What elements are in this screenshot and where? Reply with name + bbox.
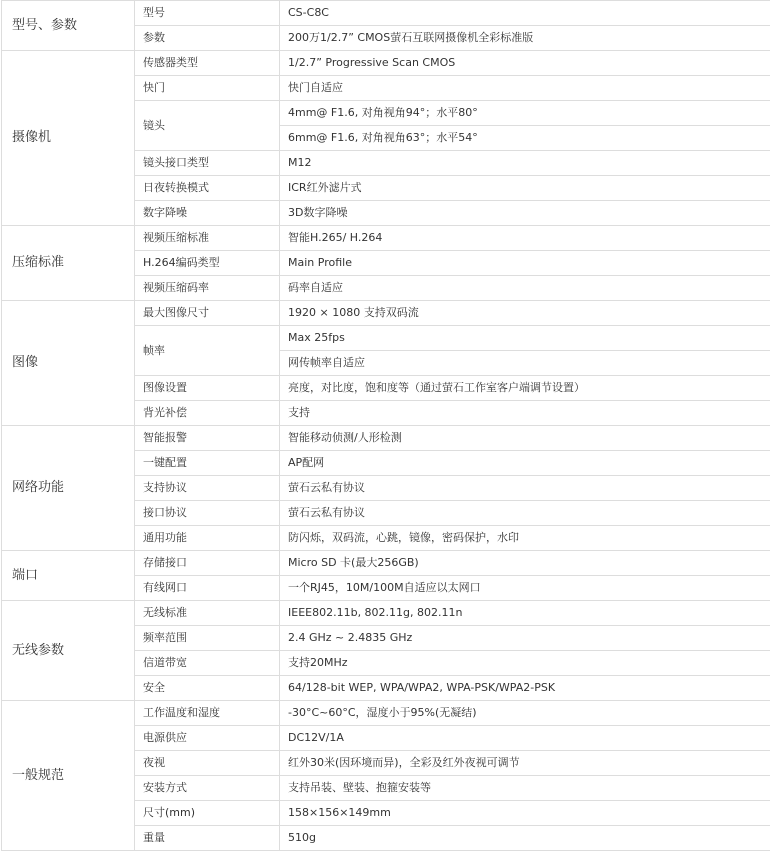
category-cell: 端口: [2, 551, 135, 601]
spec-label-cell: 快门: [135, 76, 280, 101]
spec-value-cell: 支持吊装、壁装、抱箍安装等: [280, 776, 770, 801]
spec-label-cell: 支持协议: [135, 476, 280, 501]
spec-value-cell: 3D数字降噪: [280, 201, 770, 226]
spec-value-cell: ICR红外滤片式: [280, 176, 770, 201]
spec-label-cell: 频率范围: [135, 626, 280, 651]
spec-value-cell: 网传帧率自适应: [280, 351, 770, 376]
spec-value-cell: 64/128-bit WEP, WPA/WPA2, WPA-PSK/WPA2-PSK: [280, 676, 770, 701]
category-cell: 网络功能: [2, 426, 135, 551]
spec-label-cell: 安全: [135, 676, 280, 701]
spec-label-cell: 无线标准: [135, 601, 280, 626]
category-cell: 图像: [2, 301, 135, 426]
spec-value-cell: 510g: [280, 826, 770, 851]
table-row: [2, 551, 770, 576]
spec-label-cell: 通用功能: [135, 526, 280, 551]
spec-label-cell: 工作温度和湿度: [135, 701, 280, 726]
category-cell: 无线参数: [2, 601, 135, 701]
spec-value-cell: -30°C~60°C，湿度小于95%(无凝结): [280, 701, 770, 726]
spec-value-cell: 防闪烁，双码流，心跳，镜像，密码保护，水印: [280, 526, 770, 551]
spec-label-cell: 安装方式: [135, 776, 280, 801]
spec-label-cell: 信道带宽: [135, 651, 280, 676]
spec-value-cell: 码率自适应: [280, 276, 770, 301]
spec-label-cell: 智能报警: [135, 426, 280, 451]
spec-label-cell: H.264编码类型: [135, 251, 280, 276]
spec-value-cell: Micro SD 卡(最大256GB): [280, 551, 770, 576]
spec-value-cell: 200万1/2.7” CMOS萤石互联网摄像机全彩标准版: [280, 26, 770, 51]
table-row: [2, 301, 770, 326]
spec-label-cell: 一键配置: [135, 451, 280, 476]
spec-value-cell: 158×156×149mm: [280, 801, 770, 826]
spec-label-cell: 有线网口: [135, 576, 280, 601]
spec-value-cell: DC12V/1A: [280, 726, 770, 751]
spec-label-cell: 视频压缩码率: [135, 276, 280, 301]
spec-label-cell: 背光补偿: [135, 401, 280, 426]
spec-value-cell: 6mm@ F1.6, 对角视角63°；水平54°: [280, 126, 770, 151]
spec-label-cell: 最大图像尺寸: [135, 301, 280, 326]
spec-value-cell: M12: [280, 151, 770, 176]
spec-value-cell: 2.4 GHz ~ 2.4835 GHz: [280, 626, 770, 651]
spec-label-cell: 图像设置: [135, 376, 280, 401]
category-cell: 压缩标准: [2, 226, 135, 301]
category-cell: 型号、参数: [2, 1, 135, 51]
spec-label-cell: 日夜转换模式: [135, 176, 280, 201]
table-row: [2, 426, 770, 451]
spec-label-cell: 镜头: [135, 101, 280, 151]
spec-value-cell: 1920 × 1080 支持双码流: [280, 301, 770, 326]
spec-label-cell: 存储接口: [135, 551, 280, 576]
spec-label-cell: 重量: [135, 826, 280, 851]
spec-table: [1, 0, 770, 851]
spec-label-cell: 传感器类型: [135, 51, 280, 76]
spec-value-cell: 萤石云私有协议: [280, 476, 770, 501]
spec-value-cell: 4mm@ F1.6, 对角视角94°；水平80°: [280, 101, 770, 126]
spec-label-cell: 尺寸(mm): [135, 801, 280, 826]
table-row: [2, 701, 770, 726]
spec-value-cell: 支持20MHz: [280, 651, 770, 676]
category-cell: 一般规范: [2, 701, 135, 851]
spec-label-cell: 视频压缩标准: [135, 226, 280, 251]
spec-label-cell: 镜头接口类型: [135, 151, 280, 176]
spec-value-cell: 红外30米(因环境而异)，全彩及红外夜视可调节: [280, 751, 770, 776]
spec-value-cell: 一个RJ45，10M/100M自适应以太网口: [280, 576, 770, 601]
table-row: [2, 226, 770, 251]
spec-value-cell: Main Profile: [280, 251, 770, 276]
spec-value-cell: AP配网: [280, 451, 770, 476]
spec-label-cell: 接口协议: [135, 501, 280, 526]
spec-value-cell: 1/2.7” Progressive Scan CMOS: [280, 51, 770, 76]
spec-value-cell: 亮度，对比度，饱和度等（通过萤石工作室客户端调节设置）: [280, 376, 770, 401]
spec-value-cell: 快门自适应: [280, 76, 770, 101]
category-cell: 摄像机: [2, 51, 135, 226]
spec-label-cell: 帧率: [135, 326, 280, 376]
spec-label-cell: 数字降噪: [135, 201, 280, 226]
spec-label-cell: 夜视: [135, 751, 280, 776]
spec-table-body: [2, 1, 770, 851]
spec-label-cell: 型号: [135, 1, 280, 26]
spec-value-cell: 智能H.265/ H.264: [280, 226, 770, 251]
table-row: [2, 51, 770, 76]
spec-label-cell: 参数: [135, 26, 280, 51]
spec-value-cell: IEEE802.11b, 802.11g, 802.11n: [280, 601, 770, 626]
table-row: [2, 1, 770, 26]
spec-value-cell: 智能移动侦测/人形检测: [280, 426, 770, 451]
spec-value-cell: Max 25fps: [280, 326, 770, 351]
spec-label-cell: 电源供应: [135, 726, 280, 751]
table-row: [2, 601, 770, 626]
spec-value-cell: CS-C8C: [280, 1, 770, 26]
spec-value-cell: 支持: [280, 401, 770, 426]
spec-value-cell: 萤石云私有协议: [280, 501, 770, 526]
